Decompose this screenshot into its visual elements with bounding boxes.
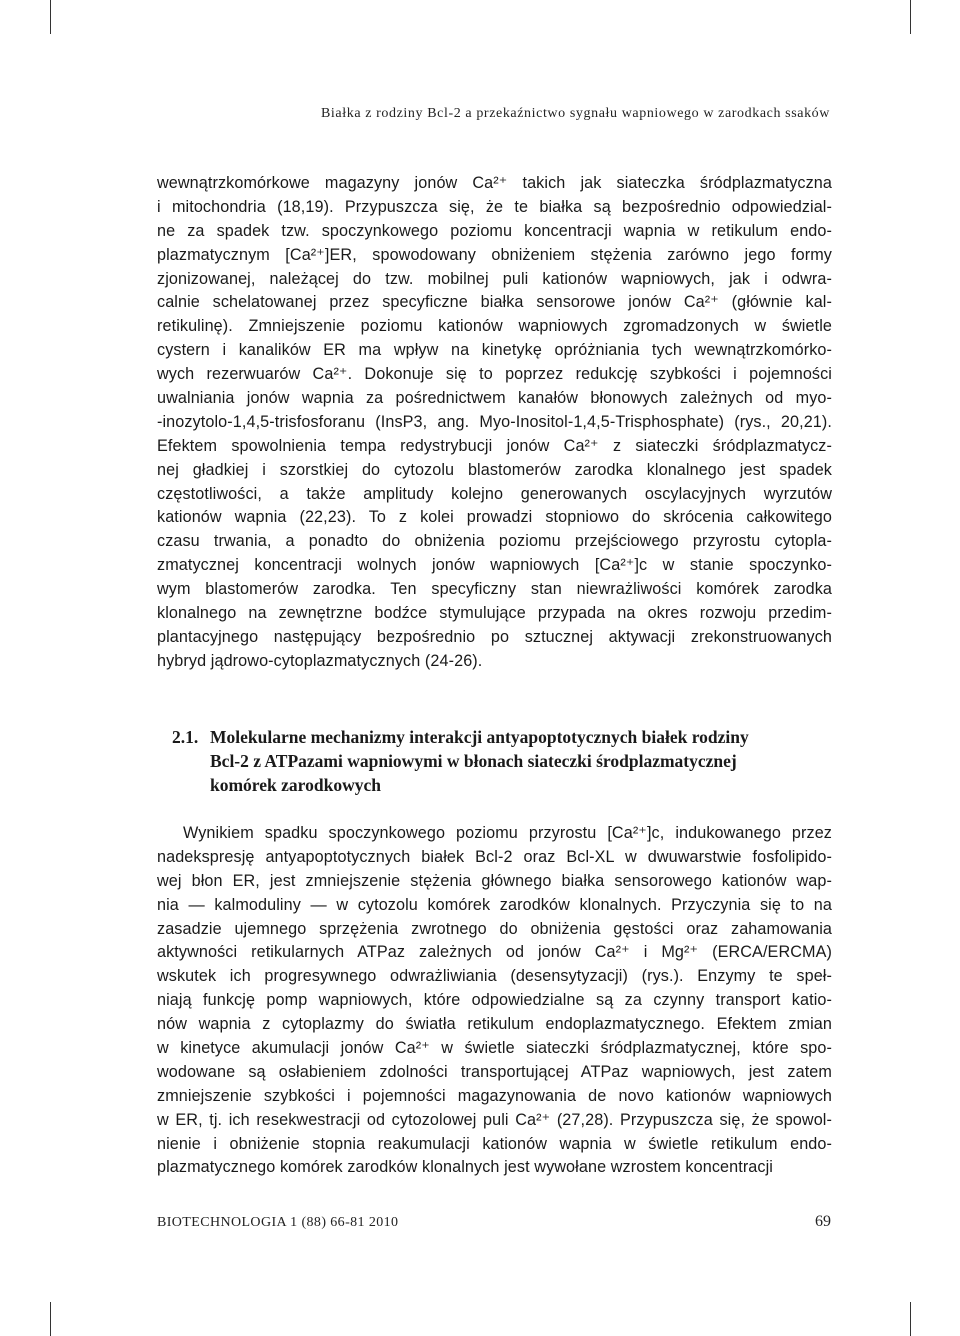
section-title-line: komórek zarodkowych bbox=[210, 775, 381, 795]
text-line: nej gładkiej i szorstkiej do cytozolu blastomerów zarodka klonalnego jest spadek bbox=[157, 460, 832, 479]
journal-footer: BIOTECHNOLOGIA 1 (88) 66-81 2010 bbox=[157, 1215, 399, 1230]
crop-mark bbox=[50, 0, 51, 34]
text-line: nadekspresję antyapoptotycznych białek Bcl-2 oraz Bcl-XL w dwuwarstwie fosfolipido- bbox=[157, 847, 832, 866]
crop-mark bbox=[50, 1302, 51, 1336]
section-number: 2.1. bbox=[172, 727, 199, 747]
text-line: wewnątrzkomórkowe magazyny jonów Ca²⁺ takich jak siateczka śródplazmatyczna bbox=[157, 174, 832, 192]
text-line: Wynikiem spadku spoczynkowego poziomu przyrostu [Ca²⁺]c, indukowanego przez bbox=[183, 824, 832, 842]
text-line: niają funkcję pomp wapniowych, które odpowiedzialne są za czynny transport katio- bbox=[157, 991, 832, 1010]
text-line: aktywności retikularnych ATPaz zależnych od jonów Ca²⁺ i Mg²⁺ (ERCA/ERCMA) bbox=[157, 943, 832, 962]
text-line: i mitochondria (18,19). Przypuszcza się, że te białka są bezpośrednio odpowiedzial- bbox=[157, 197, 832, 216]
section-title bbox=[210, 725, 832, 797]
text-line: zmatycznej koncentracji wolnych jonów wapniowych [Ca²⁺]c w stanie spoczynko- bbox=[157, 556, 832, 575]
crop-mark bbox=[910, 0, 911, 34]
crop-mark bbox=[910, 1302, 911, 1336]
text-line: wodowane są osłabieniem zdolności transportującej ATPaz wapniowych, jest zatem bbox=[157, 1062, 832, 1081]
text-line: ne za spadek tzw. spoczynkowego poziomu koncentracji wapnia w retikulum endo- bbox=[157, 221, 832, 240]
page-number: 69 bbox=[815, 1213, 831, 1230]
text-line: wej błon ER, jest zmniejszenie stężenia głównego białka sensorowego kationów wap- bbox=[157, 871, 832, 890]
running-head: Białka z rodziny Bcl-2 a przekaźnictwo sygnału wapniowego w zarodkach ssaków bbox=[320, 106, 830, 121]
text-line: nów wapnia z cytoplazmy do światła retikulum endoplazmatycznego. Efektem zmian bbox=[157, 1015, 832, 1034]
text-line: plantacyjnego następujący bezpośrednio po sztucznej aktywacji zrekonstruowanych bbox=[157, 627, 832, 646]
paragraph-2 bbox=[157, 822, 832, 1180]
text-line: Efektem spowolnienia tempa redystrybucji jonów Ca²⁺ z siateczki śródplazmatycz- bbox=[157, 436, 832, 455]
text-line: częstotliwości, a także amplitudy kolejno generowanych oscylacyjnych wyrzutów bbox=[157, 484, 832, 503]
section-title-line: Bcl-2 z ATPazami wapniowymi w błonach siateczki środplazmatycznej bbox=[210, 751, 737, 771]
text-line: kationów wapnia (22,23). To z kolei prowadzi stopniowo do skrócenia całkowitego bbox=[157, 508, 832, 527]
text-line: retikulinę). Zmniejszenie poziomu kationów wapniowych zgromadzonych w świetle bbox=[157, 317, 832, 336]
paragraph-1 bbox=[157, 172, 832, 674]
text-line: w ER, tj. ich resekwestracji od cytozolowej puli Ca²⁺ (27,28). Przypuszcza się, że spowol- bbox=[157, 1110, 832, 1129]
section-heading bbox=[172, 725, 832, 797]
text-line: wych rezerwuarów Ca²⁺. Dokonuje się to poprzez redukcję szybkości i pojemności bbox=[157, 365, 832, 384]
text-line: zmniejszenie szybkości i pojemności magazynowania de novo kationów wapniowych bbox=[157, 1086, 832, 1105]
text-line: hybryd jądrowo-cytoplazmatycznych (24-26). bbox=[157, 651, 483, 670]
text-line: calnie schelatowanej przez specyficzne białka sensorowe jonów Ca²⁺ (głównie kal- bbox=[157, 293, 832, 312]
text-line: plazmatycznym [Ca²⁺]ER, spowodowany obniżeniem stężenia zarówno jego formy bbox=[157, 245, 832, 264]
section-title-line: Molekularne mechanizmy interakcji antyapoptotycznych białek rodziny bbox=[210, 727, 749, 747]
text-line: w kinetyce akumulacji jonów Ca²⁺ w świetle siateczki śródplazmatycznej, które spo- bbox=[157, 1039, 832, 1058]
text-line: wskutek ich progresywnego odwrażliwiania (desensytyzacji) (rys.). Enzymy te speł- bbox=[157, 967, 832, 986]
text-line: nienie i obniżenie stopnia reakumulacji kationów wapnia w świetle retikulum endo- bbox=[157, 1134, 832, 1153]
text-line: uwalniania jonów wapnia za pośrednictwem kanałów błonowych zależnych od myo- bbox=[157, 389, 832, 408]
text-line: wym blastomerów zarodka. Ten specyficzny stan niewrażliwości komórek zarodka bbox=[157, 580, 832, 599]
text-line: plazmatycznego komórek zarodków klonalnych jest wywołane wzrostem koncentracji bbox=[157, 1158, 773, 1177]
text-line: -inozytolo-1,4,5-trisfosforanu (InsP3, ang. Myo-Inositol-1,4,5-Trisphosphate) (rys., 20,21). bbox=[157, 412, 832, 431]
text-line: czasu trwania, a ponadto do obniżenia poziomu przejściowego przyrostu cytopla- bbox=[157, 532, 832, 551]
text-line: zjonizowanej, należącej do tzw. mobilnej puli kationów wapniowych, jak i odwra- bbox=[157, 269, 832, 288]
text-line: zasadzie ujemnego sprzężenia zwrotnego do obniżenia gęstości oraz zahamowania bbox=[157, 919, 832, 938]
text-line: klonalnego na zewnętrzne bodźce stymulujące przypada na okres rozwoju przedim- bbox=[157, 604, 832, 623]
text-line: cystern i kanalików ER ma wpływ na kinetykę opróżniania tych wewnątrzkomórko- bbox=[157, 341, 832, 360]
text-line: nia — kalmoduliny — w cytozolu komórek zarodków klonalnych. Przyczynia się to na bbox=[157, 895, 832, 914]
